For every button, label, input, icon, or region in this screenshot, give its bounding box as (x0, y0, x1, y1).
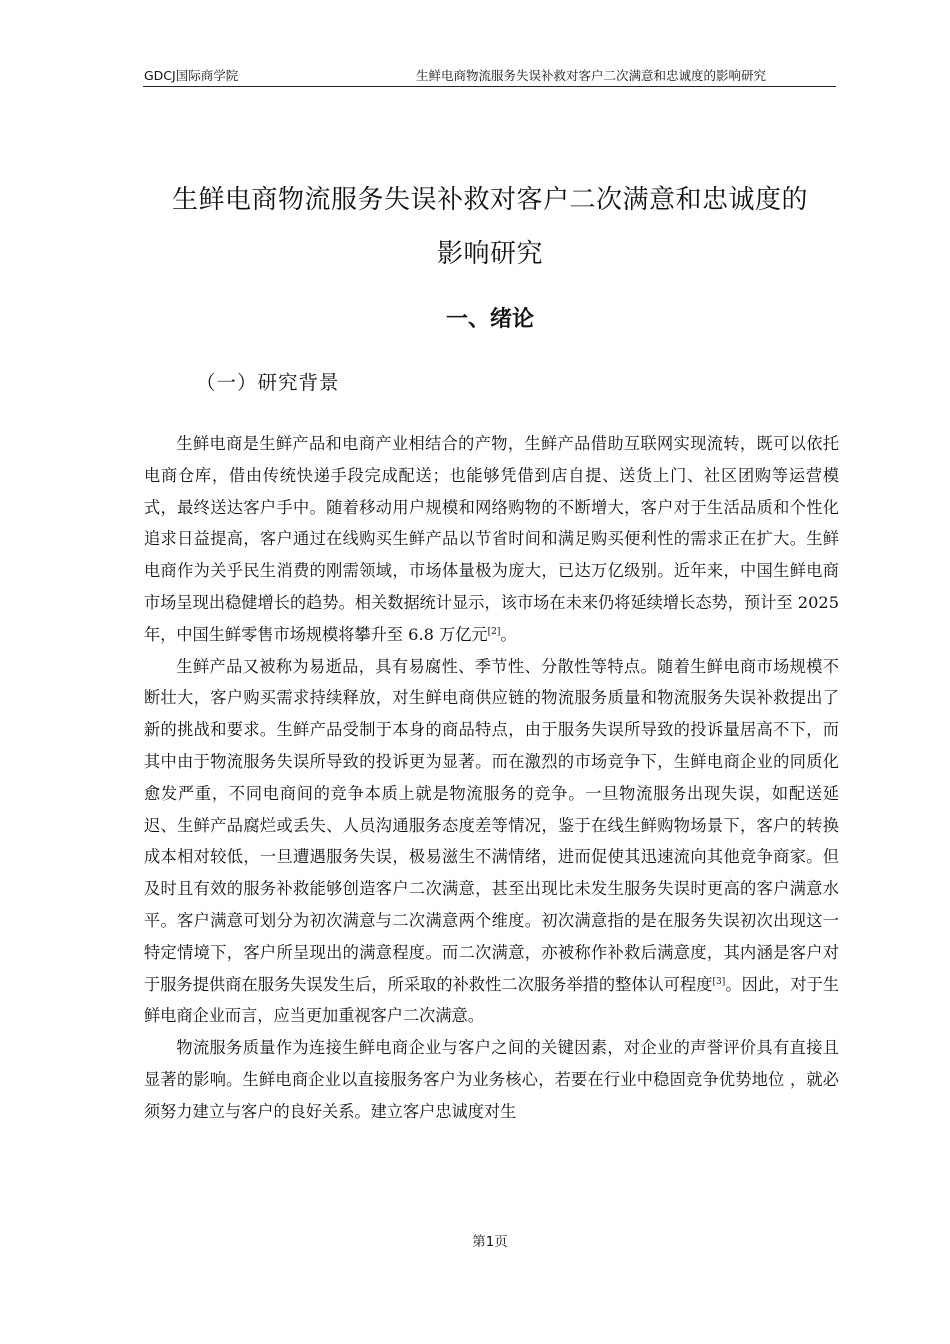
paragraph-2-text: 生鲜产品又被称为易逝品，具有易腐性、季节性、分散性等特点。随着生鲜电商市场规模不断壮大，客户购买需求持续释放，对生鲜电商供应链的物流服务质量和物流服务失误补救提出了新的挑战和要求。生鲜产品受制于本身的商品特点，由于服务失误所导致的投诉量居高不下，而其中由于物流服务失误所导致的投诉更为显著。而在激烈的市场竞争下，生鲜电商企业的同质化愈发严重，不同电商间的竞争本质上就是物流服务的竞争。一旦物流服务出现失误，如配送延迟、生鲜产品腐烂或丢失、人员沟通服务态度差等情况，鉴于在线生鲜购物场景下，客户的转换成本相对较低，一旦遭遇服务失误，极易滋生不满情绪，进而促使其迅速流向其他竞争商家。但及时且有效的服务补救能够创造客户二次满意，甚至出现比未发生服务失误时更高的客户满意水平。客户满意可划分为初次满意与二次满意两个维度。初次满意指的是在服务失误初次出现这一特定情境下，客户所呈现出的满意程度。而二次满意，亦被称作补救后满意度，其内涵是客户对于服务提供商在服务失误发生后，所采取的补救性二次服务举措的整体认可程度 (144, 656, 839, 994)
running-header (143, 66, 836, 87)
subsection-heading: （一）研究背景 (196, 371, 340, 394)
header-institution: GDCJ国际商学院 (144, 68, 239, 83)
paragraph-3: 物流服务质量作为连接生鲜电商企业与客户之间的关键因素，对企业的声誉评价具有直接且显著的影响。生鲜电商企业以直接服务客户为业务核心，若要在行业中稳固竞争优势地位 ，就必须努力建立与客户的良好关系。建立客户忠诚度对生 (144, 1038, 839, 1121)
citation-2: [2] (487, 626, 501, 637)
paragraph-2-end: 。因此，对于生鲜电商企业而言，应当更加重视客户二次满意。 (144, 974, 840, 1026)
paper-title-line-1: 生鲜电商物流服务失误补救对客户二次满意和忠诚度的 (171, 185, 808, 215)
body-text (144, 428, 839, 1128)
paragraph-2 (144, 651, 839, 1033)
paper-title (110, 173, 870, 281)
paragraph-1-end: 。 (500, 624, 517, 644)
citation-3: [3] (712, 976, 726, 987)
page-number: 第1页 (472, 1234, 508, 1250)
header-paper-title: 生鲜电商物流服务失误补救对客户二次满意和忠诚度的影响研究 (415, 68, 766, 83)
paragraph-1 (144, 428, 839, 651)
paragraph-1-text: 生鲜电商是生鲜产品和电商产业相结合的产物，生鲜产品借助互联网实现流转，既可以依托电商仓库，借由传统快递手段完成配送；也能够凭借到店自提、送货上门、社区团购等运营模式，最终送达客户手中。随着移动用户规模和网络购物的不断增大，客户对于生活品质和个性化追求日益提高，客户通过在线购买生鲜产品以节省时间和满足购买便利性的需求正在扩大。生鲜电商作为关乎民生消费的刚需领域，市场体量极为庞大，已达万亿级别。近年来，中国生鲜电商市场呈现出稳健增长的趋势。相关数据统计显示，该市场在未来仍将延续增长态势，预计至 2025 年，中国生鲜零售市场规模将攀升至 6.8 万亿元 (144, 434, 839, 644)
section-heading: 一、绪论 (445, 307, 534, 332)
paper-title-line-2: 影响研究 (436, 239, 543, 269)
